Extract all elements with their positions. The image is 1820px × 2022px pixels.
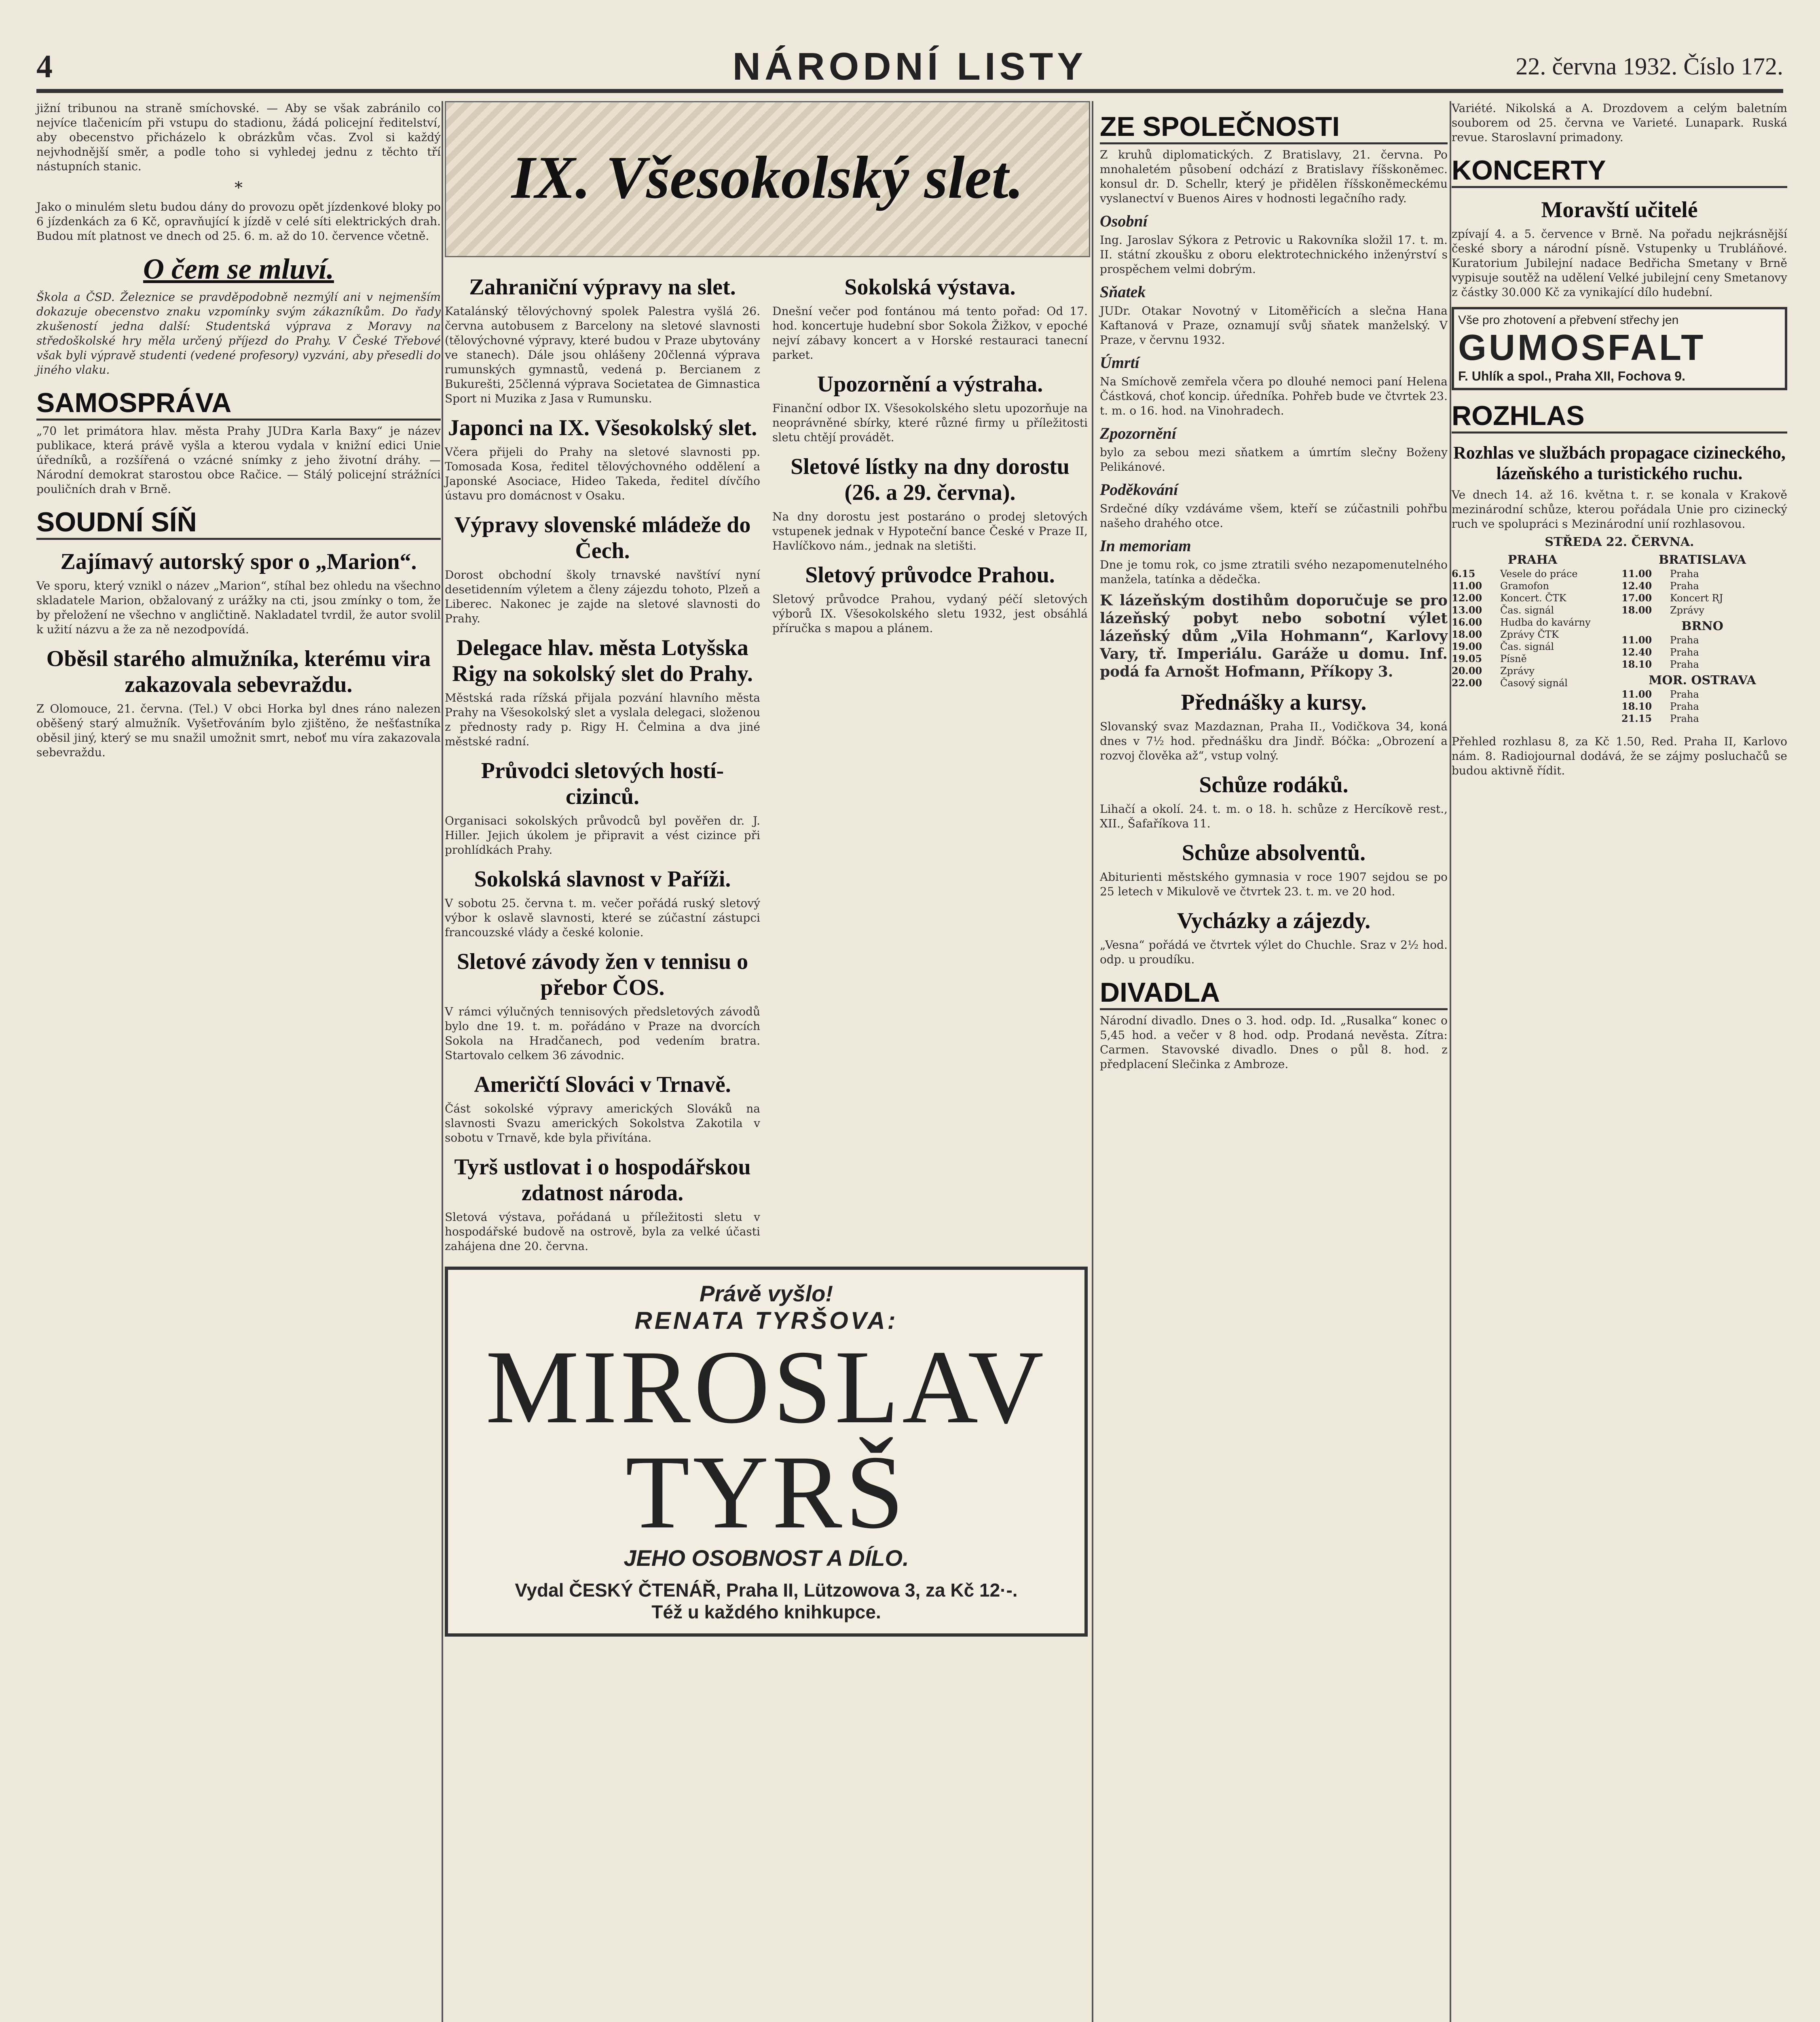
snatek-text: JUDr. Otakar Novotný v Litoměřicích a slečna Hana Kaftanová v Praze, oznamují svůj sňatek manželský. V Praze, v červnu 1932. xyxy=(1100,304,1448,347)
spolecnost-heading: ZE SPOLEČNOSTI xyxy=(1100,111,1448,144)
ad-book-subtitle: JEHO OSOBNOST A DÍLO. xyxy=(624,1545,909,1571)
absolventu-text: Abiturienti městského gymnasia v roce 1907 sejdou se po 25 letech v Mikulově ve čtvrtek 23. t. m. ve 20 hod. xyxy=(1100,870,1448,898)
page-number: 4 xyxy=(36,49,53,85)
schedule-time: 18.00 xyxy=(1621,604,1652,616)
schedule-time: 12.00 xyxy=(1452,592,1482,604)
schedule-time: 11.00 xyxy=(1621,688,1652,700)
absolventu-heading: Schůze absolventů. xyxy=(1182,840,1366,865)
schedule-row xyxy=(1621,688,1783,700)
schedule-time: 11.00 xyxy=(1452,580,1482,592)
column-1 xyxy=(36,101,441,765)
schedule-program: Zprávy xyxy=(1500,665,1535,677)
schedule-time: 22.00 xyxy=(1452,677,1482,689)
sokolska-vystava-heading: Sokolská výstava. xyxy=(844,275,1016,300)
schedule-time: 18.10 xyxy=(1621,700,1652,712)
schedule-program: Praha xyxy=(1670,689,1699,700)
lead-paragraph: jižní tribunou na straně smíchovské. — Aby se však zabránilo co nejvíce tlačenicím při vstupu do stadionu, žádá policejní ředitelství, aby obecenstvo přicházelo k obrázkům včas. Zvol si každý nejvhodnější směr, a podle toho si vyhledej jednu z těchto tří nástupních stanic. xyxy=(36,102,441,173)
column-4 xyxy=(1452,101,1787,783)
column-divider xyxy=(1450,101,1451,2022)
schedule-program: Koncert. ČTK xyxy=(1500,592,1566,604)
issue-date: 22. června 1932. Číslo 172. xyxy=(1516,53,1783,80)
listky-heading: Sletové lístky na dny dorostu (26. a 29. června). xyxy=(791,454,1070,505)
slet-banner-title: IX. Všesokolský slet. xyxy=(511,144,1024,211)
schedule-day: STŘEDA 22. ČERVNA. xyxy=(1545,535,1694,549)
schedule-row xyxy=(1621,658,1783,670)
o-cem-text: Škola a ČSD. Železnice se pravděpodobně nezmýlí ani v nejmenším dokazuje obecenstvo znaku vzpomínky svým zákazníkům. Do řady zkušeností jedna další: Studentská výprava z Moravy na středoškolské hry měla určený příjezd do Prahy. V České Třebové však byli výpravě studenti (vedené profesory) vyzváni, aby přesedli do jiného vlaku. xyxy=(36,290,441,376)
station-ostrava: MOR. OSTRAVA xyxy=(1649,673,1756,687)
schedule-program: Písně xyxy=(1500,653,1527,664)
schedule-time: 20.00 xyxy=(1452,665,1482,677)
station-praha: PRAHA xyxy=(1507,553,1558,567)
schedule-row xyxy=(1452,628,1613,641)
schedule-time: 19.00 xyxy=(1452,641,1482,652)
schedule-program: Čas. signál xyxy=(1500,641,1554,652)
gumosfalt-address: F. Uhlík a spol., Praha XII, Fochova 9. xyxy=(1458,369,1685,383)
prednasky-heading: Přednášky a kursy. xyxy=(1181,690,1367,715)
schedule-row xyxy=(1452,580,1613,592)
column-2 xyxy=(445,101,1088,1637)
schedule-row xyxy=(1452,604,1613,616)
schedule-row xyxy=(1452,568,1613,580)
column-3 xyxy=(1100,101,1448,1077)
pruvodce-heading: Sletový průvodce Prahou. xyxy=(805,563,1055,588)
schedule-program: Gramofon xyxy=(1500,580,1549,592)
schedule-row xyxy=(1621,592,1783,604)
schedule-time: 12.40 xyxy=(1621,646,1652,658)
schedule-time: 16.00 xyxy=(1452,616,1482,628)
obesil-text: Z Olomouce, 21. června. (Tel.) V obci Horka byl dnes ráno nalezen oběšený starý almužník. Vyšetřováním bylo zjištěno, že nešťastníka oběsil jiný, který se mu snažil umožnit smrt, neboť mu víra zakazovala sebevraždu. xyxy=(36,702,441,759)
koncerty-text: zpívají 4. a 5. července v Brně. Na pořadu nejkrásnější české sbory a národní písně. Vstupenky u Trubláňové. Kuratorium Jubilejní nadace Bedřicha Smetany v Brně vypisuje soutěž na udělení Velké jubilejní ceny Smetanovy z částky 30.000 Kč za vynikající dílo hudební. xyxy=(1452,227,1787,299)
umrti-heading: Úmrtí xyxy=(1100,353,1139,372)
schuze-rodaku-text: Lihačí a okolí. 24. t. m. o 18. h. schůze z Hercíkově rest., XII., Šafaříkova 11. xyxy=(1100,802,1448,830)
rozhlas-text: Ve dnech 14. až 16. května t. r. se konala v Krakově mezinárodní schůze, kterou pořádala Unie pro cizinecký ruch ve spolupráci s Mezinárodní unií rozhlasovou. xyxy=(1452,488,1787,531)
divadla-heading: DIVADLA xyxy=(1100,977,1448,1010)
schedule-program: Hudba do kavárny xyxy=(1500,617,1591,628)
page-header xyxy=(36,44,1783,93)
station-bratislava: BRATISLAVA xyxy=(1658,553,1746,567)
soudni-text: Ve sporu, který vznikl o název „Marion“, stíhal bez ohledu na všechno skladatele Marion, obžalovaný z urážky na cti, jsou zmínky o tom, že by přeložení ne všechno v angličtině. Nakladatel tvrdil, že autor svolil k užití názvu a že za ně nezodpovídá. xyxy=(36,579,441,636)
ad-availability: Též u každého knihkupce. xyxy=(651,1601,881,1622)
japonci-text: Včera přijeli do Prahy na sletové slavnosti pp. Tomosada Kosa, ředitel tělovýchovného oddělení a Japonské Asociace, Hideo Takeda, ředitel dívčího ústavu pro domácnost v Osaku. xyxy=(445,445,760,502)
pariz-heading: Sokolská slavnost v Paříži. xyxy=(474,867,731,892)
schedule-row xyxy=(1452,616,1613,628)
listky-text: Na dny dorostu jest postaráno o prodej sletových vstupenek jednak v Hypoteční bance České v Praze II, Havlíčkovo nám., jednak na sletišti. xyxy=(772,510,1088,552)
schedule-others xyxy=(1621,550,1783,725)
schedule-row xyxy=(1621,568,1783,580)
schedule-row xyxy=(1452,653,1613,665)
schedule-time: 21.15 xyxy=(1621,713,1652,724)
soudni-subheading: Zajímavý autorský spor o „Marion“. xyxy=(60,549,417,574)
podekovani-heading: Poděkování xyxy=(1100,480,1178,499)
zahranicni-text: Katalánský tělovýchovný spolek Palestra vyšlá 26. června autobusem z Barcelony na sletové slavnosti (tělovýchovné výpravy, které budou v Praze ubytovány ve stanech). Dále jsou ohlášeny 20členná výprava rumunských gymnastů, vedená p. Bercianem z Bukurešti, 25členná výprava Societatea de Gimnastica Sport ni Muzika z Jasa v Rumunsku. xyxy=(445,305,760,405)
schedule-program: Časový signál xyxy=(1500,677,1568,689)
schedule-row xyxy=(1621,700,1783,713)
brno-rows xyxy=(1621,634,1783,670)
column-divider xyxy=(1092,101,1093,2022)
column-divider xyxy=(442,101,443,2022)
slovenske-text: Dorost obchodní školy trnavské navštíví nyní desetidenním výletem a členy zájezdu tohoto, Plzeň a Liberec. Nakonec je zajde na sletové slavnosti do Prahy. xyxy=(445,568,760,625)
spolecnost-text: Z kruhů diplomatických. Z Bratislavy, 21. června. Po mnohaletém působení odchází z Bratislavy říšskoněmec. konsul dr. D. Schellr, který je přidělen říšskoněmeckému vyslanectví v Buenos Aires v hodnosti legačního rady. xyxy=(1100,148,1448,205)
schedule-columns xyxy=(1452,550,1787,725)
samosprava-heading: SAMOSPRÁVA xyxy=(36,387,441,421)
slet-articles xyxy=(445,265,1088,1258)
schedule-praha xyxy=(1452,550,1613,725)
ad-line-new: Právě vyšlo! xyxy=(700,1281,833,1306)
upozorneni-text: Finanční odbor IX. Všesokolského sletu upozorňuje na neoprávněné sbírky, které různé firmy u příležitosti sletu chtějí provádět. xyxy=(772,402,1088,444)
radio-schedule xyxy=(1452,536,1787,725)
inmemoriam-text: Dne je tomu rok, co jsme ztratili svého nezapomenutelného manžela, tatínka a dědečka. xyxy=(1100,558,1448,586)
slovenske-heading: Výpravy slovenské mládeže do Čech. xyxy=(454,512,751,563)
schedule-row xyxy=(1621,604,1783,616)
schedule-time: 18.00 xyxy=(1452,628,1482,640)
tyrs-heading: Tyrš ustlovat i o hospodářskou zdatnost národa. xyxy=(454,1155,751,1206)
koncerty-heading: KONCERTY xyxy=(1452,154,1787,188)
gumosfalt-brand: GUMOSFALT xyxy=(1458,328,1706,368)
station-brno: BRNO xyxy=(1681,619,1723,633)
schedule-row xyxy=(1621,634,1783,646)
schedule-program: Čas. signál xyxy=(1500,605,1554,616)
ad-author: RENATA TYRŠOVA: xyxy=(634,1307,898,1334)
osobni-text: Ing. Jaroslav Sýkora z Petrovic u Rakovníka složil 17. t. m. II. státní zkoušku z oboru elektrotechnického inženýrství s prospěchem velmi dobrým. xyxy=(1100,233,1448,276)
trnava-heading: Američtí Slováci v Trnavě. xyxy=(474,1072,731,1097)
pruvodce-text: Sletový průvodce Prahou, vydaný péčí sletových výborů IX. Všesokolského sletu 1932, jest obsáhlá příručka s mapou a plánem. xyxy=(772,592,1088,635)
bratislava-rows xyxy=(1621,568,1783,616)
lotysska-heading: Delegace hlav. města Lotyšska Rigy na sokolský slet do Prahy. xyxy=(452,635,753,686)
o-cem-se-mluvi-heading: O čem se mluví. xyxy=(143,253,334,285)
schedule-time: 11.00 xyxy=(1621,634,1652,646)
vychazky-text: „Vesna“ pořádá ve čtvrtek výlet do Chuchle. Sraz v 2½ hod. odp. u proudíku. xyxy=(1100,938,1448,966)
slet-right-subcolumn xyxy=(772,265,1088,1258)
schedule-row xyxy=(1621,580,1783,592)
upozorneni-heading: Upozornění a výstraha. xyxy=(817,372,1043,397)
ostrava-rows xyxy=(1621,688,1783,725)
schedule-time: 6.15 xyxy=(1452,568,1475,580)
snatek-heading: Sňatek xyxy=(1100,283,1146,301)
newspaper-title: NÁRODNÍ LISTY xyxy=(732,45,1087,88)
gumosfalt-tagline: Vše pro zhotovení a přebvení střechy jen xyxy=(1458,313,1679,327)
osobni-heading: Osobní xyxy=(1100,212,1148,230)
separator-star-icon: * xyxy=(235,179,243,197)
samosprava-text: „70 let primátora hlav. města Prahy JUDra Karla Baxy“ je název publikace, která právě vyšla a kterou vydala v knižní edici Unie úředníků, a rozšířená o vzácné snímky z jeho životní dráhy. — Národní demokrat starostou obce Račice. — Stálý policejní strážníci pouličních drah v Brně. xyxy=(36,424,441,496)
slet-left-subcolumn xyxy=(445,265,760,1258)
zpozorneni-text: bylo za sebou mezi sňatkem a úmrtím slečny Boženy Pelikánové. xyxy=(1100,446,1448,474)
schedule-row xyxy=(1452,665,1613,677)
inmemoriam-heading: In memoriam xyxy=(1100,537,1191,555)
pariz-text: V sobotu 25. června t. m. večer pořádá ruský sletový výbor k oslavě slavnosti, které se zúčastní zástupci francouzské vlády a české kolonie. xyxy=(445,897,760,939)
rozhlas-subheading: Rozhlas ve službách propagace cizineckého, lázeňského a turistického ruchu. xyxy=(1453,443,1786,483)
schedule-program: Praha xyxy=(1670,659,1699,670)
soudni-sin-heading: SOUDNÍ SÍŇ xyxy=(36,506,441,540)
schedule-time: 13.00 xyxy=(1452,604,1482,616)
podekovani-text: Srdečné díky vzdáváme všem, kteří se zúčastnili pohřbu našeho drahého otce. xyxy=(1100,502,1448,530)
schedule-time: 19.05 xyxy=(1452,653,1482,664)
schedule-program: Zprávy xyxy=(1670,605,1704,616)
schedule-program: Praha xyxy=(1670,647,1699,658)
schedule-time: 17.00 xyxy=(1621,592,1652,604)
variete-text: Variété. Nikolská a A. Drozdovem a celým baletním souborem od 25. června ve Varieté. Lunapark. Ruská revue. Staroslavní primadony. xyxy=(1452,102,1787,144)
schedule-time: 11.00 xyxy=(1621,568,1652,580)
zahranicni-heading: Zahraniční výpravy na slet. xyxy=(469,275,736,300)
schedule-program: Praha xyxy=(1670,701,1699,712)
hosti-text: Organisaci sokolských průvodců byl pověřen dr. J. Hiller. Jejich úkolem je připravit a vést cizince při prohlídkách Prahy. xyxy=(445,814,760,857)
lazensky-ad: K lázeňským dostihům doporučuje se pro lázeňský pobyt nebo sobotní výlet lázeňský dům „Vila Hohmann“, Karlovy Vary, tř. Imperiálu. Garáže u domu. Inf. podá fa Arnošt Hofmann, Příkopy 3. xyxy=(1100,592,1448,680)
schedule-program: Praha xyxy=(1670,568,1699,580)
trnava-text: Část sokolské výpravy amerických Slováků na slavnosti Svazu amerických Sokolstva Zakotila v sobotu v Trnavě, kde byla přivítána. xyxy=(445,1102,760,1144)
ad-publisher: Vydal ČESKÝ ČTENÁŘ, Praha II, Lützowova 3, za Kč 12·-. xyxy=(515,1580,1018,1601)
schedule-program: Praha xyxy=(1670,580,1699,592)
umrti-text: Na Smíchově zemřela včera po dlouhé nemoci paní Helena Částková, choť koncip. úředníka. Pohřeb bude ve čtvrtek 23. t. m. o 16. hod. na Vinohradech. xyxy=(1100,375,1448,417)
schedule-time: 18.10 xyxy=(1621,658,1652,670)
rozhlas-heading: ROZHLAS xyxy=(1452,400,1787,434)
schedule-program: Praha xyxy=(1670,713,1699,724)
tyrs-text: Sletová výstava, pořádaná u příležitosti sletu v hospodářské budově na ostrově, byla za velké účasti zahájena dne 20. června. xyxy=(445,1210,760,1253)
schedule-time: 12.40 xyxy=(1621,580,1652,592)
tenis-heading: Sletové závody žen v tennisu o přebor ČOS. xyxy=(457,949,748,1000)
schuze-rodaku-heading: Schůze rodáků. xyxy=(1199,772,1349,797)
vychazky-heading: Vycházky a zájezdy. xyxy=(1177,908,1371,933)
schedule-row xyxy=(1621,646,1783,658)
prednasky-text: Slovanský svaz Mazdaznan, Praha II., Vodičkova 34, koná dnes v 7½ hod. přednášku dra Jindř. Bóčka: „Obrození a rozvoj člověka až“, vstup volný. xyxy=(1100,720,1448,762)
lotysska-text: Městská rada rížská přijala pozvání hlavního města Prahy na Všesokolský slet a vyslala delegaci, složenou z přednosty rady p. Rigy H. Čelmina a dva jiné městské radní. xyxy=(445,691,760,748)
sokolska-vystava-text: Dnešní večer pod fontánou má tento pořad: Od 17. hod. koncertuje hudební sbor Sokola Žižkov, v epoché nejví zábavy koncert a v Horské restauraci tanecní parket. xyxy=(772,305,1088,362)
schedule-program: Praha xyxy=(1670,635,1699,646)
divadla-text: Národní divadlo. Dnes o 3. hod. odp. Id. „Rusalka“ konec o 5,45 hod. a večer v 8 hod. odp. Prodaná nevěsta. Zítra: Carmen. Stavovské divadlo. Dnes o půl 8. hod. z předplacení Slečinka z Ambroze. xyxy=(1100,1014,1448,1071)
schedule-program: Zprávy ČTK xyxy=(1500,629,1559,640)
praha-rows xyxy=(1452,568,1613,689)
schedule-program: Koncert RJ xyxy=(1670,592,1723,604)
schedule-row xyxy=(1452,641,1613,653)
notice-paragraph: Jako o minulém sletu budou dány do provozu opět jízdenkové bloky po 6 jízdenkách za 6 Kč, opravňující k jízdě v celé síti elektrických drah. Budou mít platnost ve dnech od 25. 6. m. až do 10. července včetně. xyxy=(36,200,441,243)
obesil-heading: Oběsil starého almužníka, kterému vira zakazovala sebevraždu. xyxy=(46,646,431,697)
zpozorneni-heading: Zpozornění xyxy=(1100,424,1176,442)
schedule-row xyxy=(1452,677,1613,689)
rozhlas-bottom-text: Přehled rozhlasu 8, za Kč 1.50, Red. Praha II, Karlovo nám. 8. Radiojournal dodává, že se zájmy posluchačů se budou aktivně řídit. xyxy=(1452,735,1787,777)
koncerty-subheading: Moravští učitelé xyxy=(1541,197,1698,222)
schedule-program: Vesele do práce xyxy=(1500,568,1578,580)
ad-book-title: MIROSLAV TYRŠ xyxy=(485,1329,1047,1550)
schedule-row xyxy=(1621,713,1783,725)
slet-banner xyxy=(445,101,1090,257)
gumosfalt-advertisement xyxy=(1452,307,1787,390)
hosti-heading: Průvodci sletových hostí-cizinců. xyxy=(481,758,724,809)
schedule-row xyxy=(1452,592,1613,604)
japonci-heading: Japonci na IX. Všesokolský slet. xyxy=(448,415,757,440)
tyrs-book-advertisement xyxy=(445,1267,1088,1637)
tenis-text: V rámci výlučných tennisových předsletových závodů bylo dne 19. t. m. pořádáno v Praze na dvorcích Sokola na Hradčanech, pod vedením bratra. Startovalo celkem 36 závodnic. xyxy=(445,1005,760,1062)
